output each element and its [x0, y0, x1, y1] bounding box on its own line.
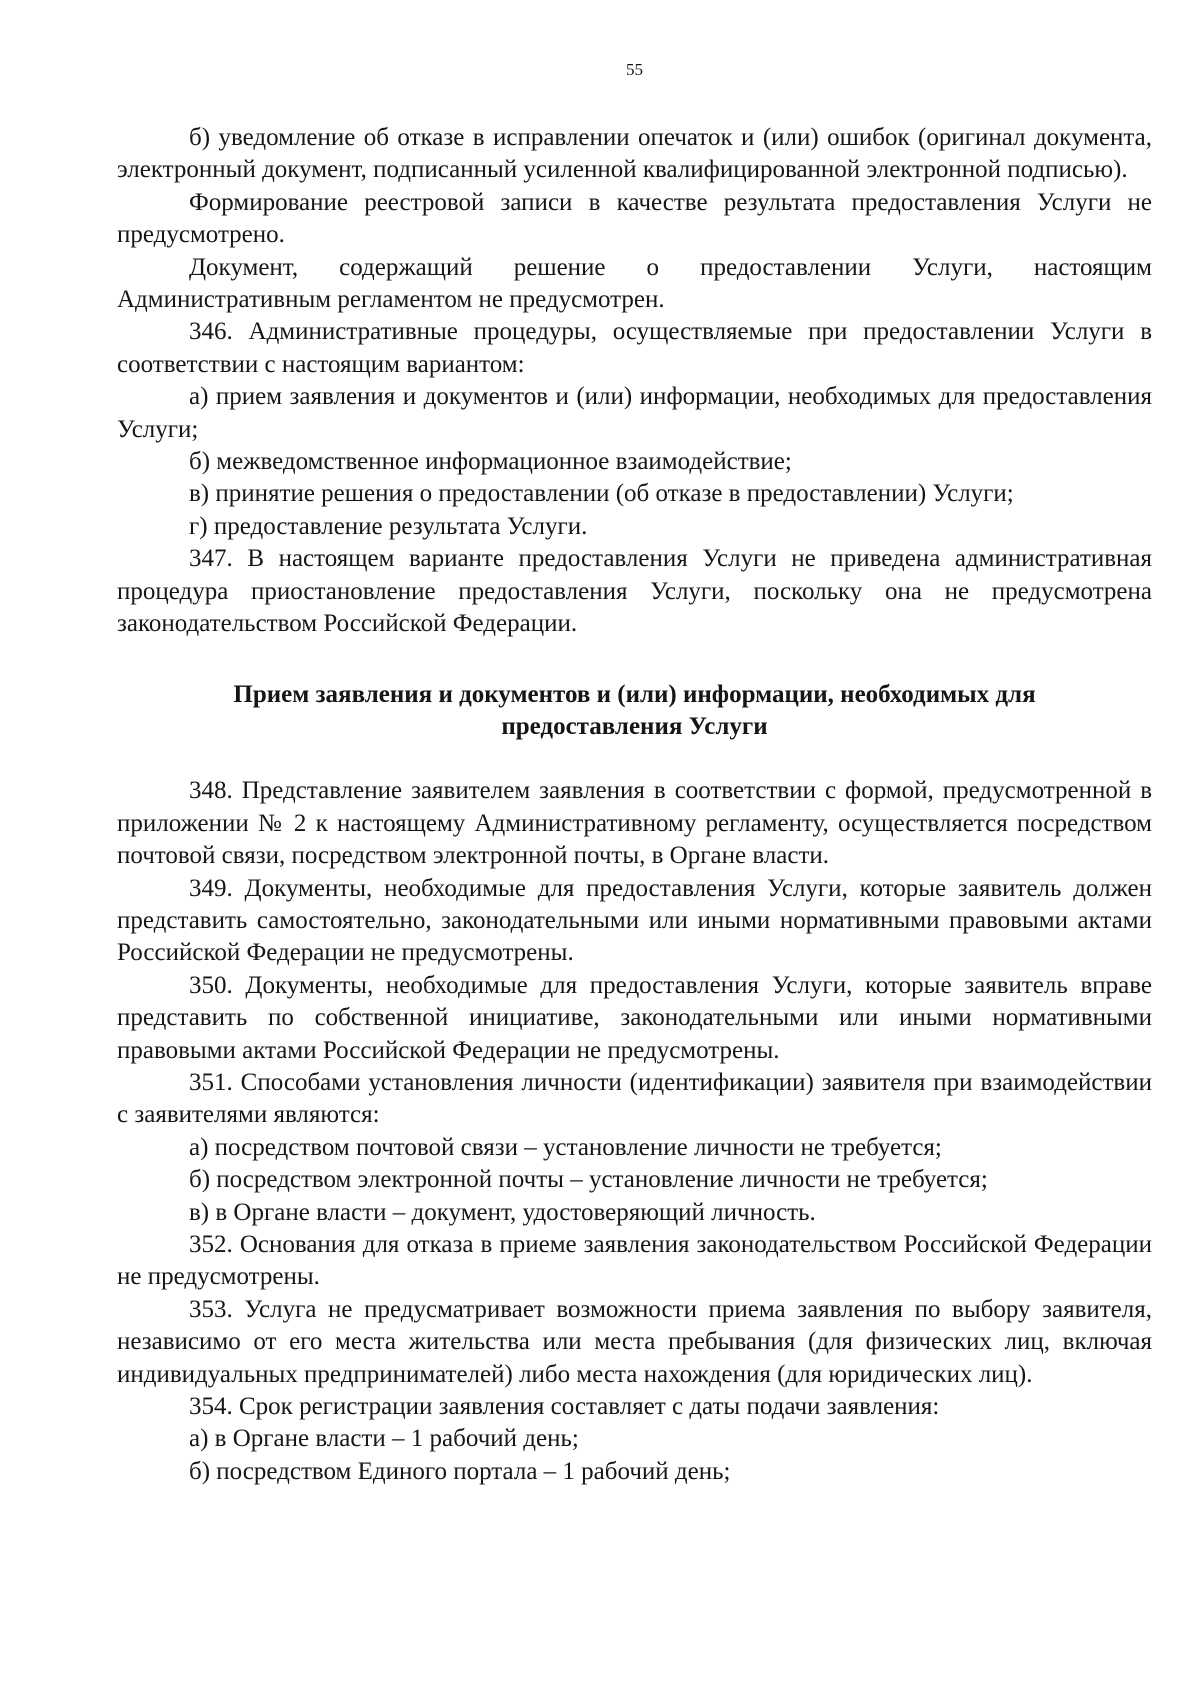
document-page	[117, 60, 1152, 1488]
paragraph: 350. Документы, необходимые для предоставления Услуги, которые заявитель вправе представить по собственной инициативе, законодательными или иными нормативными правовыми актами Российской Федерации не предусмотрены.	[117, 971, 1152, 1064]
paragraph: б) посредством Единого портала – 1 рабочий день;	[189, 1457, 731, 1485]
paragraph: а) прием заявления и документов и (или) информации, необходимых для предоставления Услуги;	[117, 383, 1152, 443]
paragraphs-before	[117, 122, 1152, 641]
paragraph: б) межведомственное информационное взаимодействие;	[189, 448, 792, 476]
section-heading-line-2: предоставления Услуги	[501, 712, 768, 740]
paragraph: г) предоставление результата Услуги.	[189, 512, 588, 540]
paragraph: 349. Документы, необходимые для предоставления Услуги, которые заявитель должен представить самостоятельно, законодательными или иными нормативными правовыми актами Российской Федерации не предусмотрены.	[117, 874, 1152, 967]
paragraph: б) посредством электронной почты – установление личности не требуется;	[189, 1166, 988, 1194]
page-number: 55	[626, 60, 643, 79]
paragraph: 352. Основания для отказа в приеме заявления законодательством Российской Федерации не предусмотрены.	[117, 1231, 1152, 1291]
paragraph: в) принятие решения о предоставлении (об отказе в предоставлении) Услуги;	[189, 480, 1014, 508]
paragraphs-after	[117, 775, 1152, 1488]
paragraph: Документ, содержащий решение о предоставлении Услуги, настоящим Административным регламентом не предусмотрен.	[117, 253, 1152, 314]
paragraph: а) в Органе власти – 1 рабочий день;	[189, 1425, 579, 1453]
paragraph: 354. Срок регистрации заявления составляет с даты подачи заявления:	[189, 1393, 940, 1421]
paragraph: 353. Услуга не предусматривает возможности приема заявления по выбору заявителя, независимо от его места жительства или места пребывания (для физических лиц, включая индивидуальных предпринимателей) либо места нахождения (для юридических лиц).	[117, 1295, 1152, 1388]
paragraph: а) посредством почтовой связи – установление личности не требуется;	[189, 1133, 942, 1161]
paragraph: 347. В настоящем варианте предоставления Услуги не приведена административная процедура приостановление предоставления Услуги, поскольку она не предусмотрена законодательством Российской Федерации.	[117, 545, 1152, 638]
paragraph: 348. Представление заявителем заявления в соответствии с формой, предусмотренной в приложении № 2 к настоящему Административному регламенту, осуществляется посредством почтовой связи, посредством электронной почты, в Органе власти.	[117, 777, 1152, 870]
section-heading	[117, 679, 1152, 744]
paragraph: 351. Способами установления личности (идентификации) заявителя при взаимодействии с заявителями являются:	[117, 1068, 1152, 1129]
section-heading-line-1: Прием заявления и документов и (или) информации, необходимых для	[233, 680, 1036, 708]
paragraph: в) в Органе власти – документ, удостоверяющий личность.	[189, 1198, 816, 1226]
paragraph: Формирование реестровой записи в качестве результата предоставления Услуги не предусмотрено.	[117, 188, 1152, 249]
paragraph: б) уведомление об отказе в исправлении опечаток и (или) ошибок (оригинал документа, электронный документ, подписанный усиленной квалифицированной электронной подписью).	[117, 124, 1152, 184]
paragraph: 346. Административные процедуры, осуществляемые при предоставлении Услуги в соответствии с настоящим вариантом:	[117, 318, 1152, 378]
